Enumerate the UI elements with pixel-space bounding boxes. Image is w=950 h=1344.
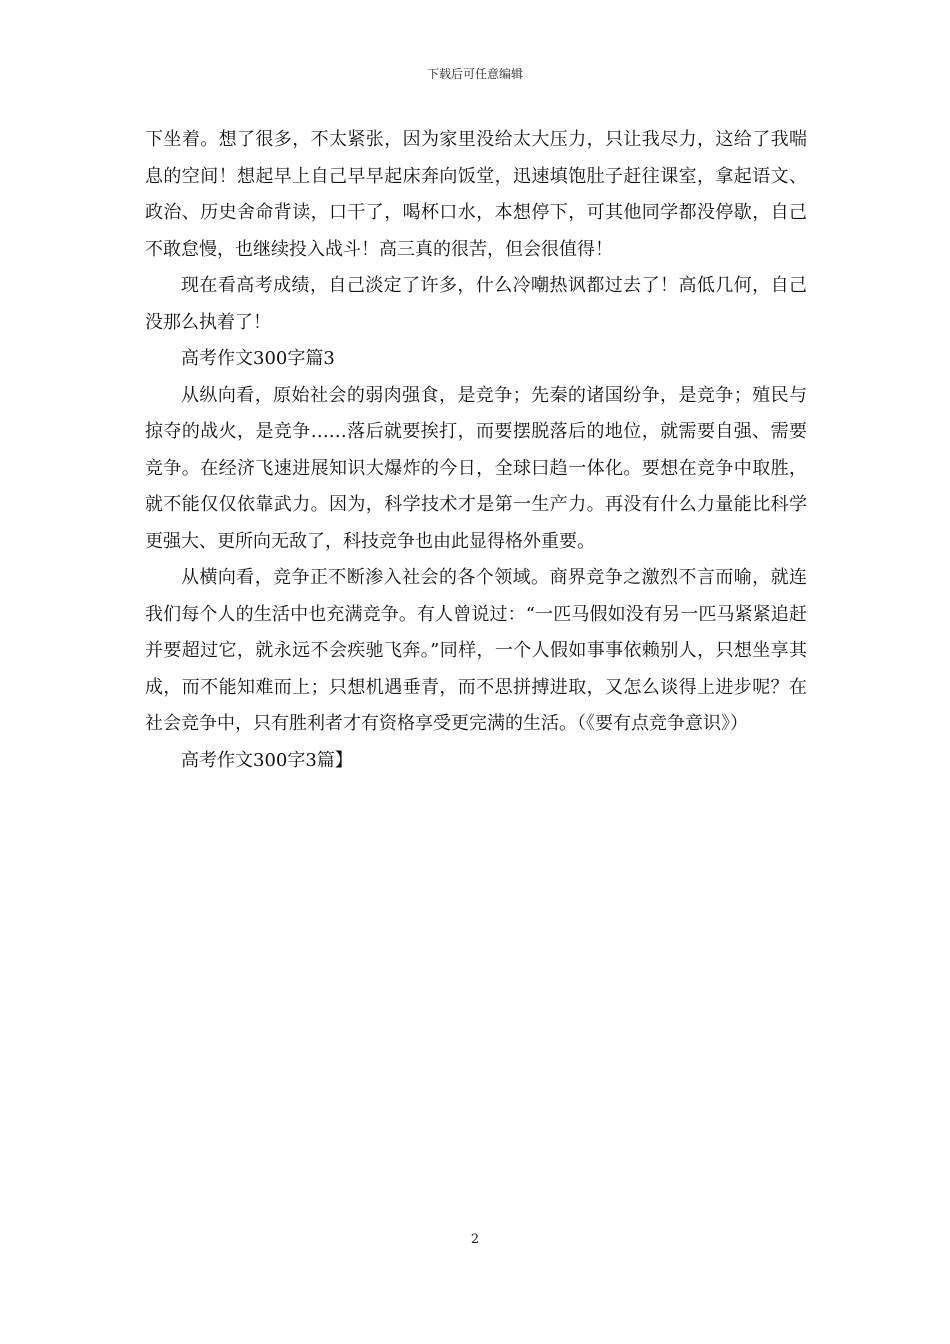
page-header: 下载后可任意编辑 — [426, 67, 523, 81]
closing-title: 高考作文300字3篇】 — [181, 749, 353, 771]
paragraph-reflection: 现在看高考成绩，自己淡定了许多，什么冷嘲热讽都过去了！高低几何，自己没那么执着了！ — [145, 275, 807, 333]
paragraph-horizontal-view: 从横向看，竞争正不断渗入社会的各个领域。商界竞争之激烈不言而喻，就连我们每个人的生活中也充满竞争。有人曾说过：“一匹马假如没有另一匹马紧紧追赶并要超过它，就永远不会疾驰飞奔。”同样，一个人假如事事依赖别人，只想坐享其成，而不能知难而上；只想机遇垂青，而不思拼搏进取，又怎么谈得上进步呢？在社会竞争中，只有胜利者才有资格享受更完满的生活。（《要有点竞争意识》） — [145, 567, 807, 734]
section-heading-essay-3: 高考作文300字篇3 — [181, 348, 335, 369]
page-number: 2 — [470, 1232, 480, 1247]
paragraph-continuation: 下坐着。想了很多，不太紧张，因为家里没给太大压力，只让我尽力，这给了我喘息的空间！想起早上自己早早起床奔向饭堂，迅速填饱肚子赶往课室，拿起语文、政治、历史舍命背读，口干了，喝杯口水，本想停下，可其他同学都没停歇，自己不敢怠慢，也继续投入战斗！高三真的很苦，但会很值得！ — [145, 129, 807, 260]
document-body — [145, 122, 807, 779]
paragraph-vertical-view: 从纵向看，原始社会的弱肉强食，是竞争；先秦的诸国纷争，是竞争；殖民与掠夺的战火，是竞争……落后就要挨打，而要摆脱落后的地位，就需要自强、需要竞争。在经济飞速进展知识大爆炸的今日，全球曰趋一体化。要想在竞争中取胜，就不能仅仅依靠武力。因为，科学技术才是第一生产力。再没有什么力量能比科学更强大、更所向无敌了，科技竞争也由此显得格外重要。 — [145, 384, 807, 552]
